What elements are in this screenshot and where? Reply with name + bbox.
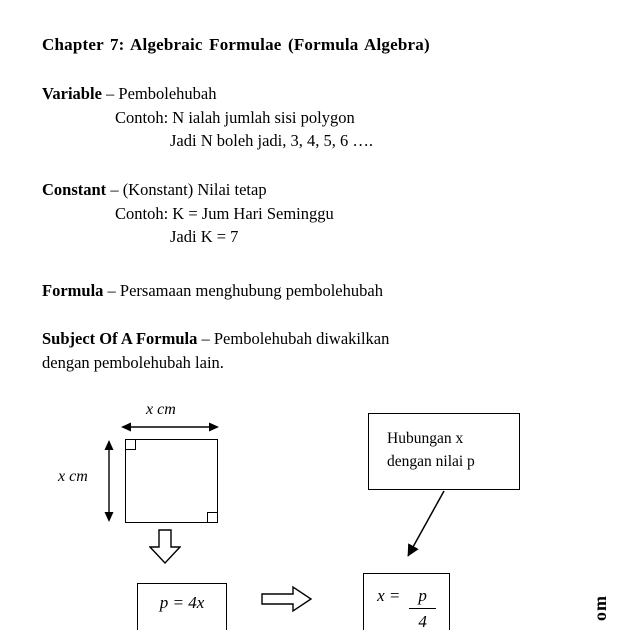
variable-definition-text: – Pembolehubah	[101, 84, 217, 103]
horizontal-double-arrow	[120, 421, 220, 433]
right-angle-mark-top-left	[126, 440, 136, 450]
formula-perimeter-text: p = 4x	[159, 593, 205, 612]
constant-example-line2: Jadi K = 7	[170, 227, 239, 246]
formula-definition	[42, 281, 383, 301]
variable-definition	[42, 84, 216, 104]
formula-subject-lhs: x =	[377, 586, 401, 605]
formula-box-subject	[363, 573, 450, 630]
callout-box	[368, 413, 520, 490]
square-side-dimension-label: x cm	[58, 468, 88, 485]
term-subject: Subject Of A Formula	[42, 329, 198, 348]
term-variable: Variable	[42, 84, 102, 103]
callout-line2: dengan nilai p	[387, 453, 475, 470]
down-block-arrow-icon	[149, 529, 181, 565]
callout-connector-arrow	[392, 490, 462, 568]
subject-definition-line1	[42, 329, 389, 349]
right-angle-mark-bottom-right	[207, 512, 217, 522]
fraction	[409, 586, 436, 630]
square-top-dimension-label: x cm	[146, 401, 176, 418]
variable-example-line1: Contoh: N ialah jumlah sisi polygon	[115, 108, 355, 127]
term-formula: Formula	[42, 281, 104, 300]
term-constant: Constant	[42, 180, 107, 199]
subject-definition-line2: dengan pembolehubah lain.	[42, 353, 224, 372]
vertical-double-arrow	[103, 439, 115, 523]
fraction-denominator: 4	[418, 612, 427, 630]
square-shape	[125, 439, 218, 523]
constant-definition	[42, 180, 267, 200]
subject-definition-text: – Pembolehubah diwakilkan	[197, 329, 390, 348]
constant-definition-text: – (Konstant) Nilai tetap	[106, 180, 267, 199]
callout-line1: Hubungan x	[387, 430, 464, 447]
page-title: Chapter 7: Algebraic Formulae (Formula Algebra)	[42, 35, 430, 54]
variable-example-line2: Jadi N boleh jadi, 3, 4, 5, 6 ….	[170, 131, 374, 150]
formula-definition-text: – Persamaan menghubung pembolehubah	[103, 281, 383, 300]
watermark-text: om	[590, 595, 610, 621]
constant-example-line1: Contoh: K = Jum Hari Seminggu	[115, 204, 334, 223]
fraction-numerator: p	[409, 586, 436, 609]
formula-box-perimeter	[137, 583, 227, 630]
right-block-arrow-icon	[261, 585, 313, 613]
